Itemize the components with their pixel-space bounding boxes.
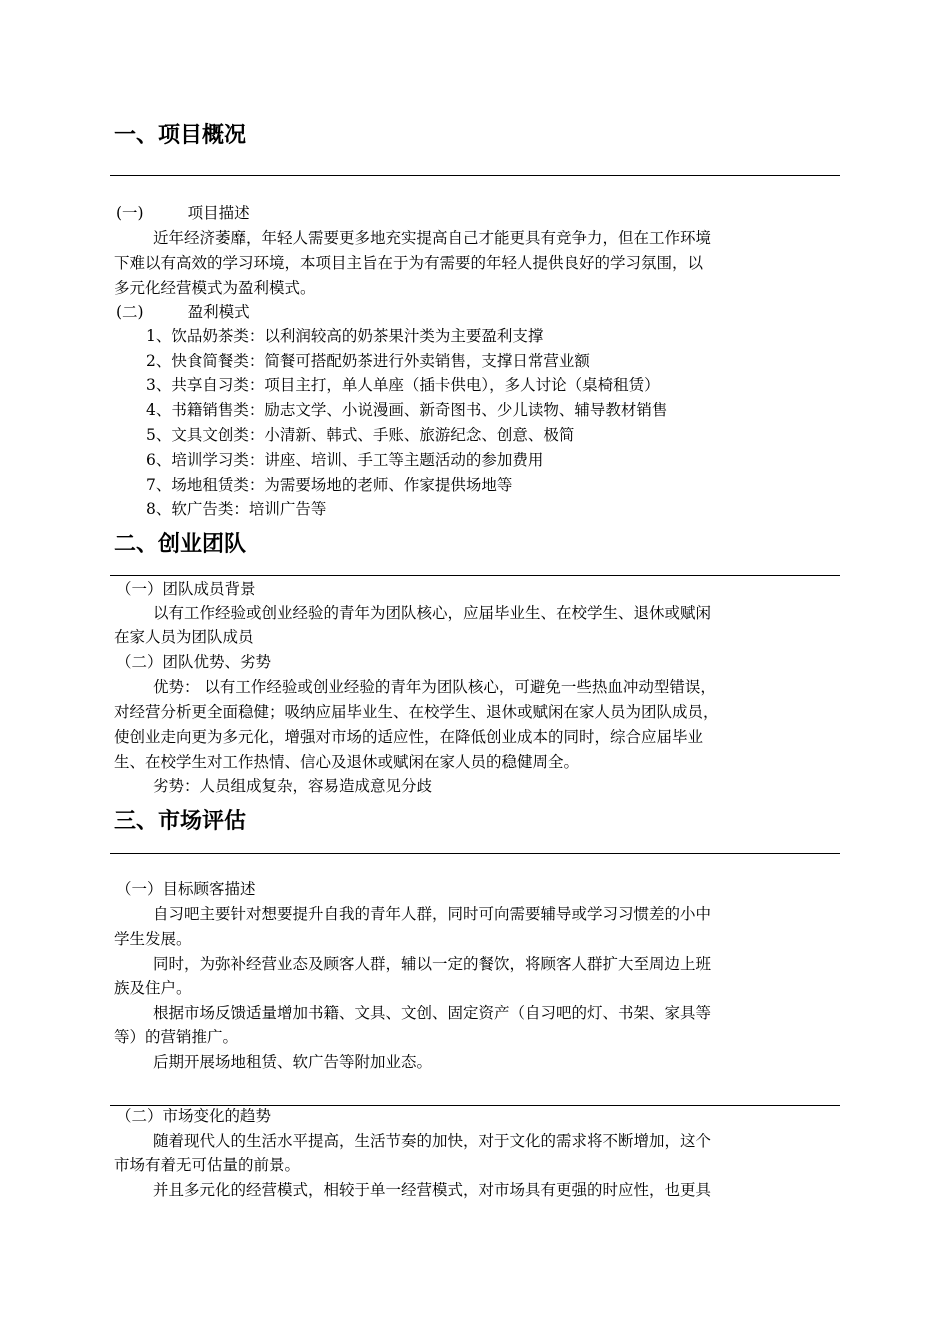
- paragraph-line: 族及住户。: [114, 979, 192, 997]
- paragraph-line: 并且多元化的经营模式，相较于单一经营模式，对市场具有更强的时应性，也更具: [153, 1181, 712, 1199]
- subsection-heading-team-strengths: （二）团队优势、劣势: [116, 653, 272, 671]
- paragraph-line: 对经营分析更全面稳健；吸纳应届毕业生、在校学生、退休或赋闲在家人员为团队成员，: [114, 703, 719, 721]
- paragraph-line: 近年经济萎靡，年轻人需要更多地充实提高自己才能更具有竞争力，但在工作环境: [153, 229, 712, 247]
- paragraph-line: 自习吧主要针对想要提升自我的青年人群，同时可向需要辅导或学习习惯差的小中: [153, 905, 712, 923]
- subsection-heading-team-background: （一）团队成员背景: [116, 580, 256, 598]
- subsection-number: (二): [116, 303, 144, 321]
- section-divider: [110, 175, 840, 176]
- paragraph-line: 随着现代人的生活水平提高，生活节奏的加快，对于文化的需求将不断增加，这个: [153, 1132, 712, 1150]
- list-item: 2、快食简餐类：简餐可搭配奶茶进行外卖销售，支撑日常营业额: [146, 352, 590, 370]
- subsection-heading-description: [116, 201, 250, 226]
- subsection-heading-profit-model: [116, 300, 250, 325]
- list-item: 1、饮品奶茶类：以利润较高的奶茶果汁类为主要盈利支撑: [146, 327, 544, 345]
- subsection-title: 盈利模式: [187, 303, 250, 321]
- section-divider: [110, 575, 840, 576]
- subsection-title: 项目描述: [187, 204, 250, 222]
- subsection-heading-target-customers: （一）目标顾客描述: [116, 880, 256, 898]
- paragraph-line: 优势： 以有工作经验或创业经验的青年为团队核心，可避免一些热血冲动型错误，: [153, 678, 716, 696]
- paragraph-line: 以有工作经验或创业经验的青年为团队核心，应届毕业生、在校学生、退休或赋闲: [153, 604, 712, 622]
- subsection-heading-market-trend: （二）市场变化的趋势: [116, 1107, 272, 1125]
- section-heading-team: 二、创业团队: [114, 532, 247, 557]
- paragraph-line: 市场有着无可估量的前景。: [114, 1156, 301, 1174]
- list-item: 4、书籍销售类：励志文学、小说漫画、新奇图书、少儿读物、辅导教材销售: [146, 401, 668, 419]
- paragraph-line: 劣势：人员组成复杂，容易造成意见分歧: [153, 777, 433, 795]
- paragraph-line: 学生发展。: [114, 930, 192, 948]
- subsection-number: (一): [116, 204, 144, 222]
- section-heading-market: 三、市场评估: [114, 809, 247, 834]
- paragraph-line: 生、在校学生对工作热情、信心及退休或赋闲在家人员的稳健周全。: [114, 753, 580, 771]
- list-item: 5、文具文创类：小清新、韩式、手账、旅游纪念、创意、极简: [146, 426, 575, 444]
- list-item: 7、场地租赁类：为需要场地的老师、作家提供场地等: [146, 476, 513, 494]
- list-item: 8、软广告类：培训广告等: [146, 500, 327, 518]
- paragraph-line: 在家人员为团队成员: [114, 628, 254, 646]
- paragraph-line: 后期开展场地租赁、软广告等附加业态。: [153, 1053, 433, 1071]
- paragraph-line: 使创业走向更为多元化，增强对市场的适应性，在降低创业成本的同时，综合应届毕业: [114, 728, 704, 746]
- list-item: 3、共享自习类：项目主打，单人单座（插卡供电），多人讨论（桌椅租赁）: [146, 376, 660, 394]
- section-heading-overview: 一、项目概况: [114, 123, 247, 148]
- paragraph-line: 同时，为弥补经营业态及顾客人群，辅以一定的餐饮，将顾客人群扩大至周边上班: [153, 955, 712, 973]
- list-item: 6、培训学习类：讲座、培训、手工等主题活动的参加费用: [146, 451, 544, 469]
- paragraph-line: 下难以有高效的学习环境，本项目主旨在于为有需要的年轻人提供良好的学习氛围，以: [114, 254, 704, 272]
- section-divider: [110, 853, 840, 854]
- paragraph-line: 多元化经营模式为盈利模式。: [114, 279, 316, 297]
- paragraph-line: 等）的营销推广。: [114, 1028, 239, 1046]
- paragraph-line: 根据市场反馈适量增加书籍、文具、文创、固定资产（自习吧的灯、书架、家具等: [153, 1004, 712, 1022]
